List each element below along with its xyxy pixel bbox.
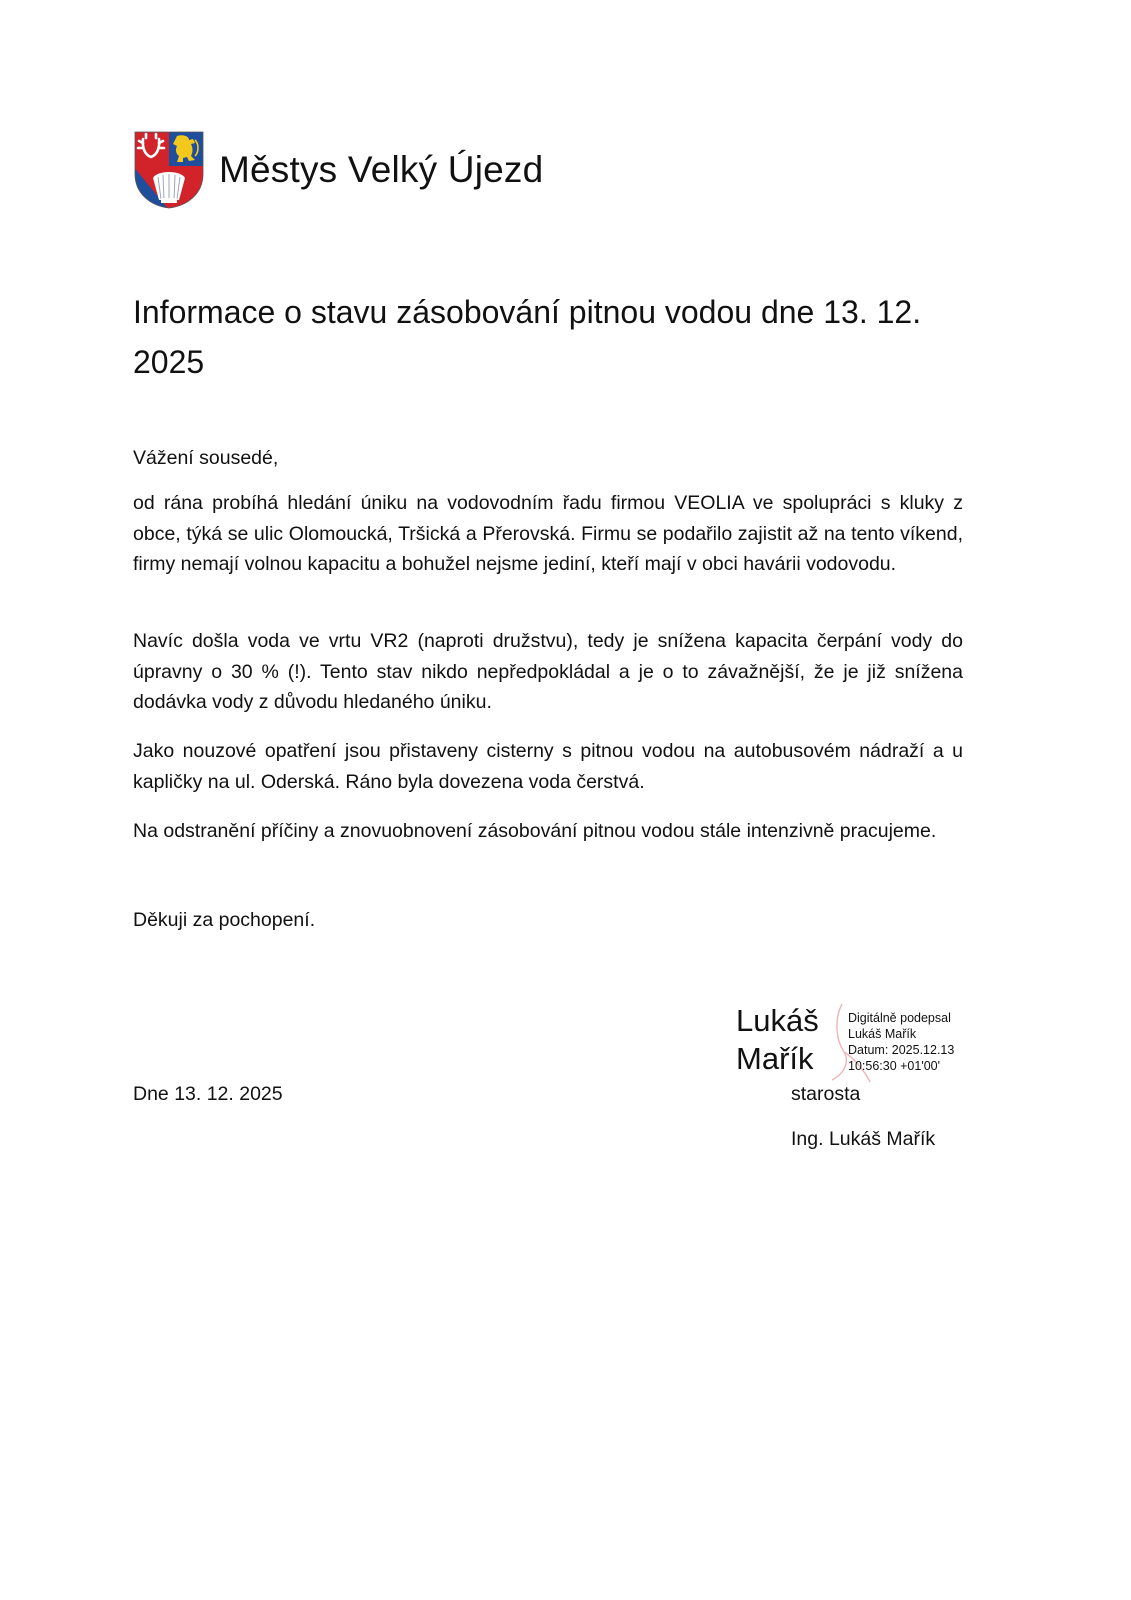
signature-first-name: Lukáš (736, 1003, 819, 1038)
signature-signer-name: Lukáš Mařík (848, 1027, 917, 1041)
signature-last-name: Mařík (736, 1041, 814, 1076)
paragraph-emergency-tanks: Jako nouzové opatření jsou přistaveny cisterny s pitnou vodou na autobusovém nádraží a u kapličky na ul. Oderská. Ráno byla dovezena voda čerstvá. (133, 740, 963, 793)
document-title: Informace o stavu zásobování pitnou vodou dne 13. 12. 2025 (133, 294, 922, 380)
municipal-coat-of-arms-icon (133, 130, 205, 210)
paragraph-well-capacity: Navíc došla voda ve vrtu VR2 (naproti družstvu), tedy je snížena kapacita čerpání vody do úpravny o 30 % (!). Tento stav nikdo nepředpokládal a je o to závažnější, že je již snížena dodávka vody z důvodu hledaného úniku. (133, 630, 963, 713)
date-line: Dne 13. 12. 2025 (133, 1083, 283, 1105)
signature-name (736, 1002, 819, 1078)
closing-line: Děkuji za pochopení. (133, 909, 316, 931)
signer-role: starosta (791, 1083, 861, 1105)
paragraph-leak-search: od rána probíhá hledání úniku na vodovodním řadu firmou VEOLIA ve spolupráci s kluky z obce, týká se ulic Olomoucká, Tršická a Přerovská. Firmu se podařilo zajistit až na tento víkend, firmy nemají volnou kapacitu a bohužel nejsme jediní, kteří mají v obci havárii vodovodu. (133, 492, 963, 575)
signature-digitally-signed: Digitálně podepsal (848, 1011, 951, 1025)
signature-time: 10:56:30 +01'00' (848, 1059, 941, 1073)
salutation: Vážení sousedé, (133, 447, 279, 469)
signer-full-name: Ing. Lukáš Mařík (791, 1128, 936, 1150)
signature-details (848, 1010, 954, 1074)
paragraph-ongoing-work: Na odstranění příčiny a znovuobnovení zásobování pitnou vodou stále intenzivně pracujeme. (133, 820, 937, 842)
digital-signature (736, 1000, 976, 1085)
signature-date: Datum: 2025.12.13 (848, 1043, 955, 1057)
letterhead (133, 130, 543, 210)
town-name: Městys Velký Újezd (219, 149, 544, 190)
